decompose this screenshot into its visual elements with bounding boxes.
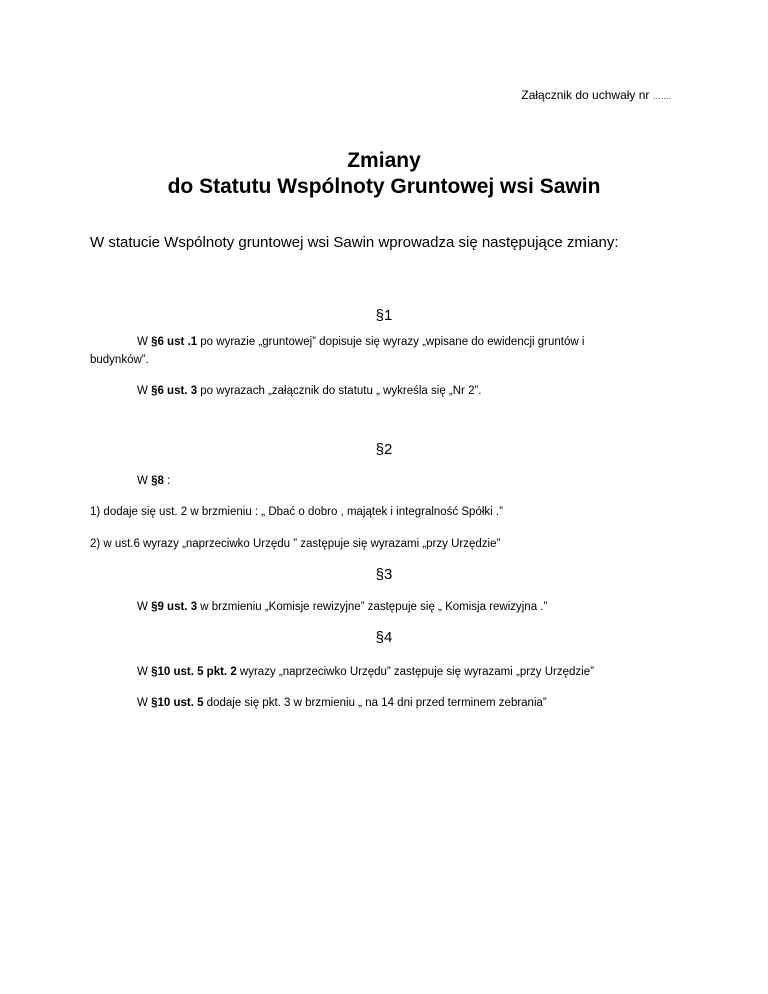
- text-fragment: wyrazy „naprzeciwko Urzędu” zastępuje się wyrazami „przy Urzędzie”: [236, 666, 594, 678]
- paragraph-reference: §8: [151, 475, 164, 487]
- section-1-paragraph-2: [137, 382, 482, 400]
- section-heading-1: §1: [375, 307, 393, 324]
- attachment-label: Załącznik do uchwały nr: [521, 88, 650, 102]
- paragraph-reference: §10 ust. 5: [151, 697, 204, 709]
- section-heading-2: §2: [375, 441, 393, 458]
- text-fragment: W: [137, 697, 152, 709]
- text-fragment: W: [137, 475, 152, 487]
- document-title-line-1: Zmiany: [347, 149, 421, 172]
- text-fragment: :: [163, 475, 171, 487]
- section-heading-3: §3: [375, 566, 393, 583]
- section-2-item-2: 2) w ust.6 wyrazy „naprzeciwko Urzędu ” zastępuje się wyrazami „przy Urzędzie”: [90, 538, 501, 550]
- text-fragment: W: [137, 666, 152, 678]
- text-fragment: po wyrazie „gruntowej” dopisuje się wyrazy „wpisane do ewidencji gruntów i: [197, 336, 585, 348]
- section-4-paragraph-2: [137, 694, 547, 712]
- intro-paragraph: W statucie Wspólnoty gruntowej wsi Sawin wprowadza się następujące zmiany:: [90, 234, 619, 251]
- paragraph-reference: §6 ust. 3: [151, 385, 198, 397]
- section-1-paragraph-1-continuation: budynków”.: [90, 354, 149, 366]
- text-fragment: dodaje się pkt. 3 w brzmieniu „ na 14 dni przed terminem zebrania”: [203, 697, 547, 709]
- section-2-paragraph-1: [137, 472, 170, 490]
- section-heading-4: §4: [375, 629, 393, 646]
- paragraph-reference: §10 ust. 5 pkt. 2: [151, 666, 237, 678]
- paragraph-reference: §6 ust .1: [151, 336, 198, 348]
- paragraph-reference: §9 ust. 3: [151, 601, 198, 613]
- text-fragment: w brzmieniu „Komisje rewizyjne” zastępuje się „ Komisja rewizyjna .”: [197, 601, 548, 613]
- text-fragment: W: [137, 385, 152, 397]
- attachment-note: [521, 88, 671, 102]
- section-4-paragraph-1: [137, 663, 594, 681]
- section-2-item-1: 1) dodaje się ust. 2 w brzmieniu : „ Dbać o dobro , majątek i integralność Spółki .”: [90, 506, 503, 518]
- text-fragment: W: [137, 336, 152, 348]
- attachment-number-placeholder: …….: [652, 92, 671, 101]
- section-3-paragraph-1: [137, 598, 547, 616]
- text-fragment: po wyrazach „załącznik do statutu „ wykreśla się „Nr 2”.: [197, 385, 482, 397]
- section-1-paragraph-1: [137, 333, 584, 351]
- document-title-line-2: do Statutu Wspólnoty Gruntowej wsi Sawin: [167, 175, 601, 198]
- text-fragment: W: [137, 601, 152, 613]
